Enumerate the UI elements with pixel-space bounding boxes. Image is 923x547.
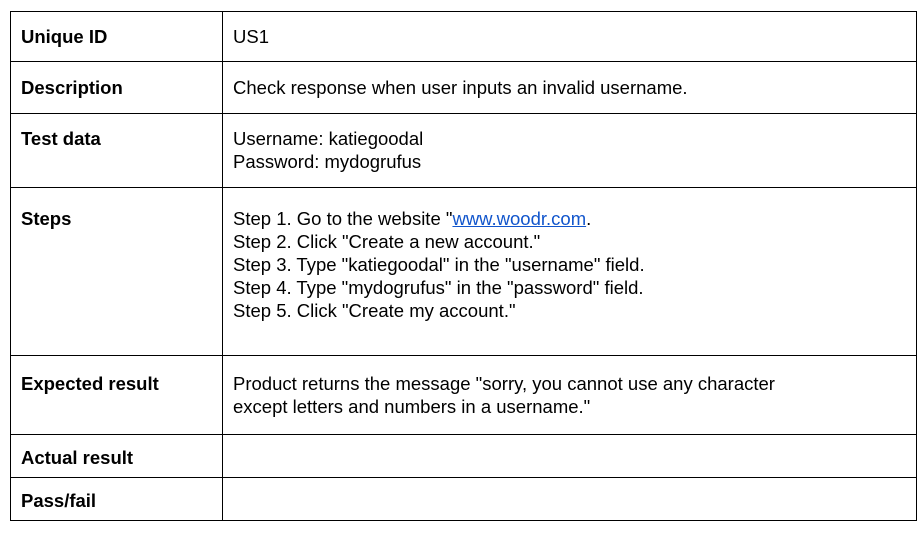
unique-id-label: Unique ID bbox=[11, 12, 223, 62]
steps-label: Steps bbox=[11, 188, 223, 356]
description-value[interactable]: Check response when user inputs an invalid username. bbox=[223, 62, 917, 114]
step-5: Step 5. Click "Create my account." bbox=[233, 300, 516, 321]
step-1-text: Step 1. Go to the website " bbox=[233, 208, 453, 229]
test-case-table bbox=[10, 11, 917, 521]
pass-fail-label: Pass/fail bbox=[11, 478, 223, 521]
row-pass-fail bbox=[11, 478, 917, 521]
step-3: Step 3. Type "katiegoodal" in the "username" field. bbox=[233, 254, 645, 275]
steps-value[interactable] bbox=[223, 188, 917, 356]
test-data-value[interactable] bbox=[223, 114, 917, 188]
test-data-password: Password: mydogrufus bbox=[233, 151, 422, 172]
row-steps bbox=[11, 188, 917, 356]
expected-result-line-1: Product returns the message "sorry, you cannot use any character bbox=[233, 373, 775, 394]
step-2: Step 2. Click "Create a new account." bbox=[233, 231, 541, 252]
row-unique-id bbox=[11, 12, 917, 62]
step-1 bbox=[233, 207, 906, 230]
actual-result-value[interactable] bbox=[223, 435, 917, 478]
description-label: Description bbox=[11, 62, 223, 114]
test-data-username: Username: katiegoodal bbox=[233, 128, 424, 149]
expected-result-label: Expected result bbox=[11, 356, 223, 435]
expected-result-value[interactable] bbox=[223, 356, 917, 435]
actual-result-label: Actual result bbox=[11, 435, 223, 478]
row-expected-result bbox=[11, 356, 917, 435]
row-description bbox=[11, 62, 917, 114]
pass-fail-value[interactable] bbox=[223, 478, 917, 521]
website-link[interactable]: www.woodr.com bbox=[452, 208, 587, 229]
row-test-data bbox=[11, 114, 917, 188]
step-1-suffix: . bbox=[586, 208, 592, 229]
test-data-label: Test data bbox=[11, 114, 223, 188]
unique-id-value[interactable]: US1 bbox=[223, 12, 917, 62]
row-actual-result bbox=[11, 435, 917, 478]
step-4: Step 4. Type "mydogrufus" in the "password" field. bbox=[233, 277, 644, 298]
expected-result-line-2: except letters and numbers in a username." bbox=[233, 396, 591, 417]
